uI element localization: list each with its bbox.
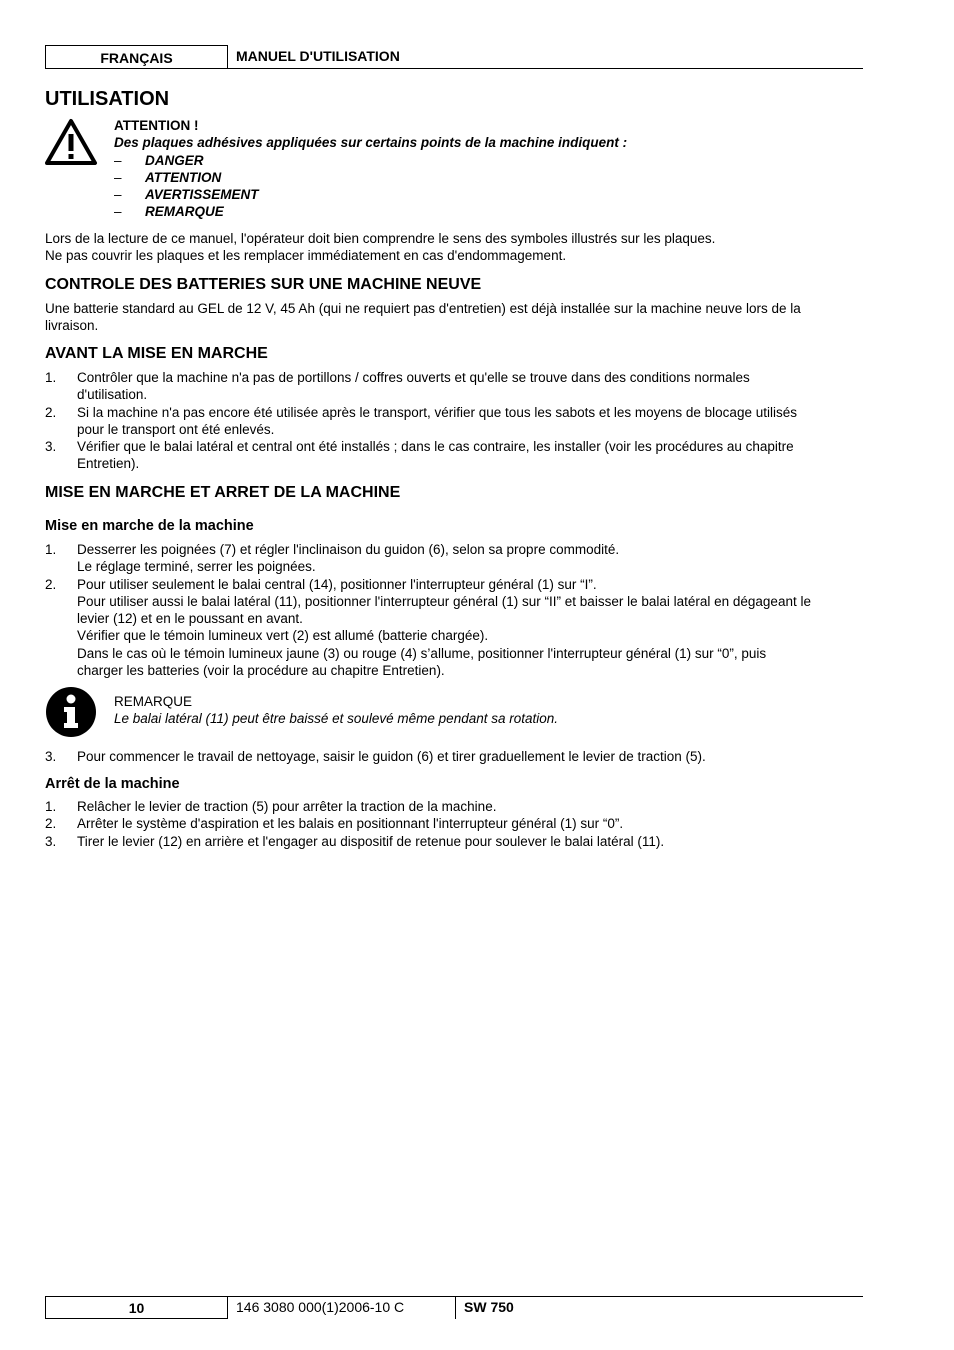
list-item: 3. Vérifier que le balai latéral et central ont été installés ; dans le cas contraire, les installer (voir les procédures au chapitre Entretien). <box>45 439 794 472</box>
section-heading-start-stop: MISE EN MARCHE ET ARRET DE LA MACHINE <box>45 484 401 501</box>
warning-intro: Des plaques adhésives appliquées sur certains points de la machine indiquent : <box>114 135 628 151</box>
document-code: 146 3080 000(1)2006-10 C <box>236 1299 405 1315</box>
section-heading-before-start: AVANT LA MISE EN MARCHE <box>45 345 268 362</box>
warning-block <box>114 117 627 221</box>
footer-rule <box>228 1296 863 1297</box>
start-list-continued <box>45 748 865 765</box>
start-list <box>45 541 865 679</box>
list-item: 2. Si la machine n'a pas encore été utilisée après le transport, vérifier que tous les sabots et les moyens de blocage utilisés pour le transport ont été enlevés. <box>45 404 797 437</box>
list-item: 1. Desserrer les poignées (7) et régler l'inclinaison du guidon (6), selon sa propre commodité. Le réglage terminé, serrer les poignées. <box>45 542 620 575</box>
list-item: 3. Tirer le levier (12) en arrière et l'engager au dispositif de retenue pour soulever le balai latéral (11). <box>45 833 665 849</box>
subheading-start: Mise en marche de la machine <box>45 518 254 534</box>
warning-label: ATTENTION ! <box>114 118 199 133</box>
page-number-box <box>45 1296 228 1319</box>
language-label: FRANÇAIS <box>100 50 173 66</box>
list-item: 1. Contrôler que la machine n'a pas de portillons / coffres ouverts et qu'elle se trouve dans des conditions normales d'utilisation. <box>45 370 750 403</box>
list-item: 3. Pour commencer le travail de nettoyage, saisir le guidon (6) et tirer graduellement le levier de traction (5). <box>45 749 706 764</box>
warning-triangle-icon <box>44 118 98 166</box>
intro-paragraph: Lors de la lecture de ce manuel, l'opérateur doit bien comprendre le sens des symboles illustrés sur les plaques. Ne pas couvrir les plaques et les remplacer immédiatement en cas d'endommagement. <box>45 231 716 264</box>
stop-list <box>45 798 865 850</box>
warning-list <box>114 152 627 221</box>
model-name: SW 750 <box>464 1299 514 1315</box>
manual-title: MANUEL D'UTILISATION <box>236 48 400 64</box>
batteries-paragraph: Une batterie standard au GEL de 12 V, 45 Ah (qui ne requiert pas d'entretien) est déjà installée sur la machine neuve lors de la livraison. <box>45 301 801 334</box>
note-block <box>114 693 558 728</box>
list-item: 2. Arrêter le système d'aspiration et les balais en positionnant l'interrupteur général (1) sur “0”. <box>45 816 624 832</box>
footer-divider <box>455 1296 456 1319</box>
list-item: 2. Pour utiliser seulement le balai central (14), positionner l'interrupteur général (1) sur “I”. Pour utiliser aussi le balai latéral (11), positionner l'interrupteur général (1) sur “II” et baisser le balai latéral en dégageant le levier (12) et en le poussant en avant. Vérifier que le témoin lumineux vert (2) est allumé (batterie chargée). Dans le cas où le témoin lumineux jaune (3) ou rouge (4) s’allume, positionner l'interrupteur général (1) sur “0”, puis charger les batteries (voir la procédure au chapitre Entretien). <box>45 576 811 679</box>
warning-item: – ATTENTION <box>114 169 222 185</box>
list-item: 1. Relâcher le levier de traction (5) pour arrêter la traction de la machine. <box>45 799 497 814</box>
warning-item: – REMARQUE <box>114 204 224 220</box>
note-label: REMARQUE <box>114 694 193 709</box>
before-start-list <box>45 369 865 473</box>
section-heading-batteries: CONTROLE DES BATTERIES SUR UNE MACHINE NEUVE <box>45 276 482 293</box>
language-box <box>45 45 228 69</box>
page-title: UTILISATION <box>45 88 170 110</box>
warning-item: – DANGER <box>114 152 204 168</box>
info-icon <box>45 686 97 738</box>
note-text: Le balai latéral (11) peut être baissé et soulevé même pendant sa rotation. <box>114 711 559 727</box>
header-rule <box>228 68 863 69</box>
subheading-stop: Arrêt de la machine <box>45 776 180 792</box>
warning-item: – AVERTISSEMENT <box>114 187 259 203</box>
page-number: 10 <box>128 1300 145 1316</box>
